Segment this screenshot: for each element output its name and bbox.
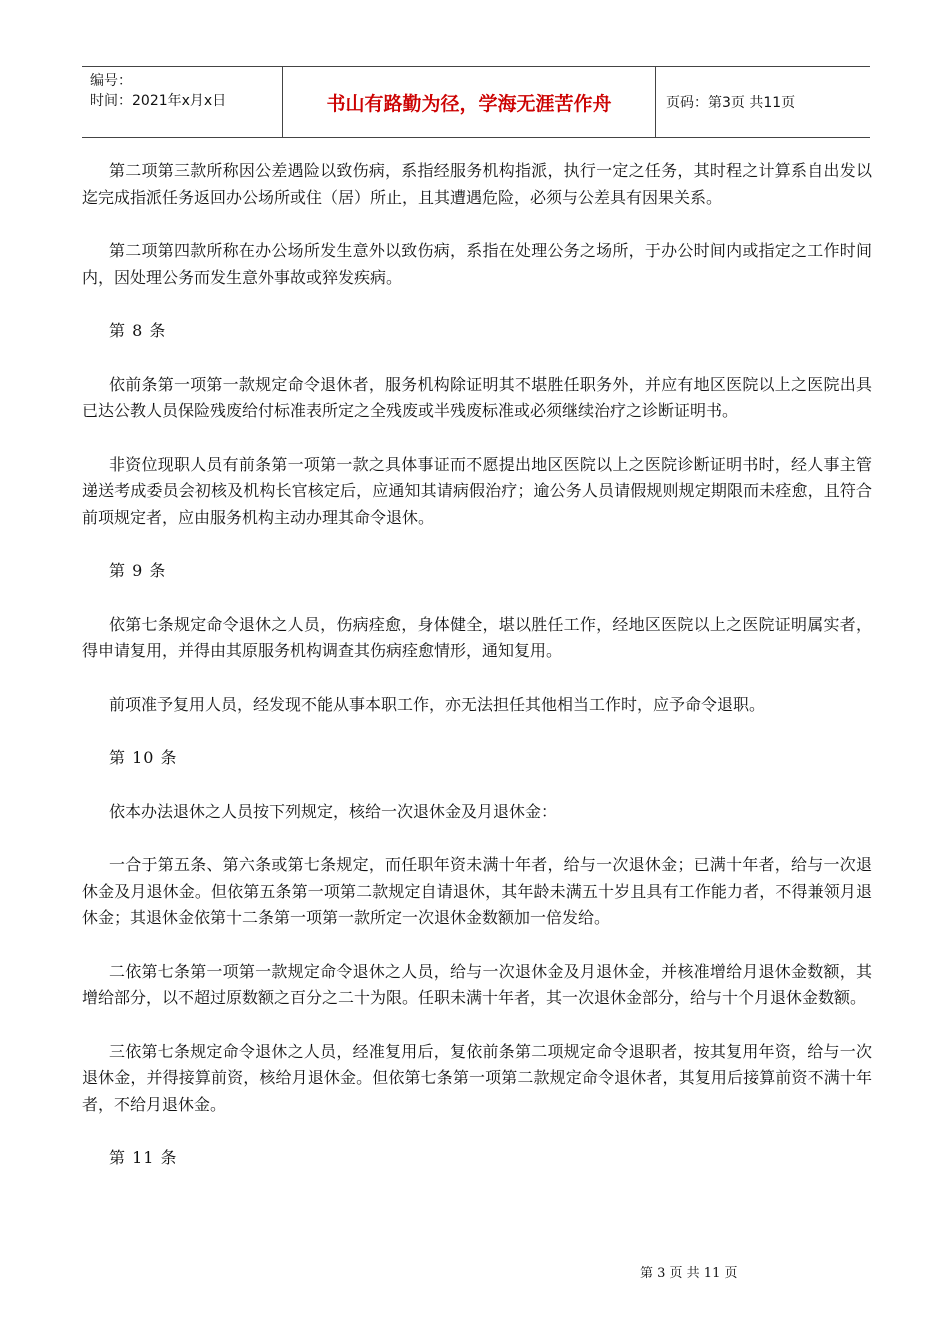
article-heading: 第 8 条 — [109, 321, 167, 340]
document-number-label: 编号： — [90, 73, 132, 89]
page-header — [82, 66, 870, 138]
header-page-number: 页码：第3页 共11页 — [666, 95, 796, 111]
body-paragraph: 第二项第三款所称因公差遇险以致伤病，系指经服务机构指派，执行一定之任务，其时程之计算系自出发以迄完成指派任务返回办公场所或住（居）所止，且其遭遇危险，必须与公差具有因果关系。 — [82, 161, 872, 207]
body-paragraph: 依本办法退休之人员按下列规定，核给一次退休金及月退休金： — [109, 801, 558, 821]
document-body — [82, 158, 872, 1199]
body-paragraph: 依前条第一项第一款规定命令退休者，服务机构除证明其不堪胜任职务外，并应有地区医院以上之医院出具已达公教人员保险残废给付标准表所定之全残废或半残废标准或必须继续治疗之诊断证明书。 — [82, 374, 872, 420]
document-time-label: 时间：2021年x月x日 — [90, 93, 227, 109]
article-heading: 第 11 条 — [109, 1148, 178, 1167]
body-paragraph: 三依第七条规定命令退休之人员，经准复用后，复依前条第二项规定命令退职者，按其复用年资，给与一次退休金，并得接算前资，核给月退休金。但依第七条第一项第二款规定命令退休者，其复用后接算前资不满十年者，不给月退休金。 — [82, 1041, 872, 1114]
body-paragraph: 依第七条规定命令退休之人员，伤病痊愈，身体健全，堪以胜任工作，经地区医院以上之医院证明属实者，得申请复用，并得由其原服务机构调查其伤病痊愈情形，通知复用。 — [82, 614, 872, 660]
body-paragraph: 二依第七条第一项第一款规定命令退休之人员，给与一次退休金及月退休金，并核准增给月退休金数额，其增给部分，以不超过原数额之百分之二十为限。任职未满十年者，其一次退休金部分，给与十个月退休金数额。 — [82, 961, 872, 1007]
header-motto: 书山有路勤为径，学海无涯苦作舟 — [282, 67, 656, 137]
body-paragraph: 第二项第四款所称在办公场所发生意外以致伤病，系指在处理公务之场所，于办公时间内或指定之工作时间内，因处理公务而发生意外事故或猝发疾病。 — [82, 241, 872, 287]
article-heading: 第 9 条 — [109, 561, 167, 580]
body-paragraph: 一合于第五条、第六条或第七条规定，而任职年资未满十年者，给与一次退休金；已满十年者，给与一次退休金及月退休金。但依第五条第一项第二款规定自请退休，其年龄未满五十岁且具有工作能力者，不得兼领月退休金；其退休金依第十二条第一项第一款所定一次退休金数额加一倍发给。 — [82, 855, 872, 927]
page-footer: 第 3 页 共 11 页 — [640, 1266, 738, 1281]
article-heading: 第 10 条 — [109, 748, 178, 767]
body-paragraph: 非资位现职人员有前条第一项第一款之具体事证而不愿提出地区医院以上之医院诊断证明书时，经人事主管递送考成委员会初核及机构长官核定后，应通知其请病假治疗；逾公务人员请假规则规定期限而未痊愈，且符合前项规定者，应由服务机构主动办理其命令退休。 — [82, 454, 872, 527]
body-paragraph: 前项准予复用人员，经发现不能从事本职工作，亦无法担任其他相当工作时，应予命令退职。 — [109, 694, 766, 714]
header-meta — [82, 67, 282, 137]
